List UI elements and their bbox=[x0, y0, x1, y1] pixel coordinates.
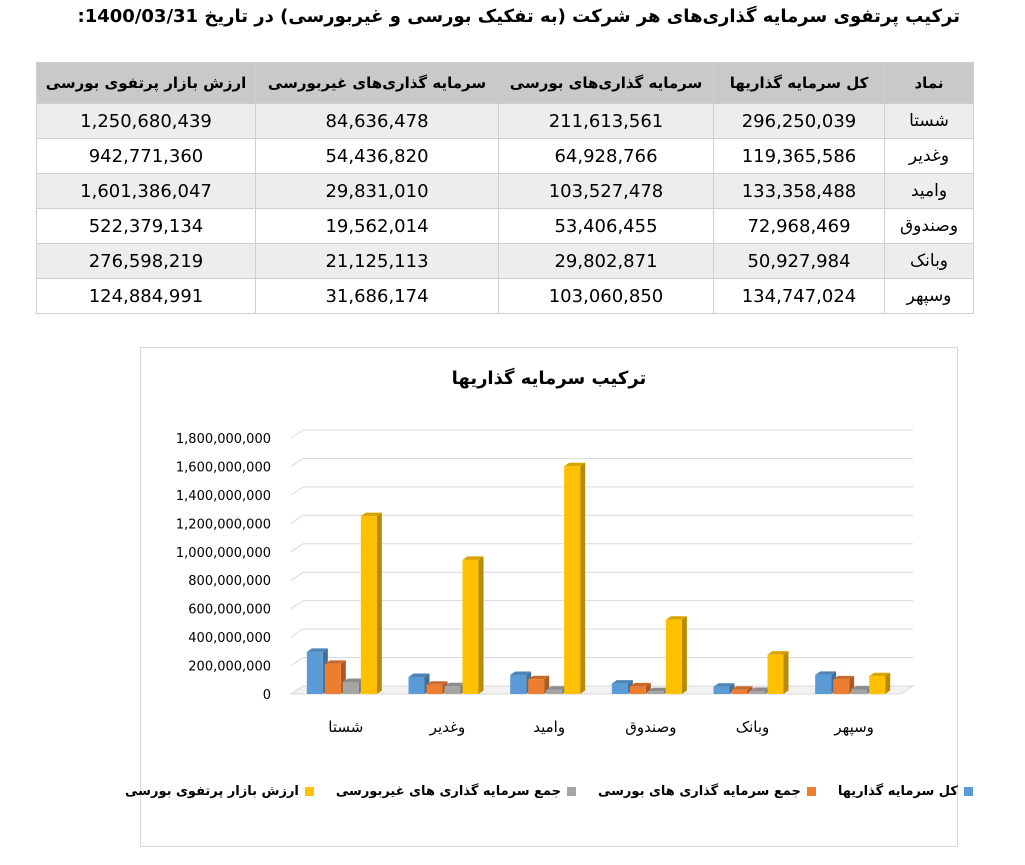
bar bbox=[612, 684, 628, 694]
legend-label: جمع سرمایه گذاری های بورسی bbox=[598, 784, 801, 799]
portfolio-table bbox=[36, 62, 974, 314]
y-tick-label: 200,000,000 bbox=[188, 659, 271, 675]
cell-value: 942,771,360 bbox=[37, 139, 256, 174]
table-row bbox=[37, 209, 974, 244]
bar-side bbox=[580, 463, 585, 694]
cell-value: 72,968,469 bbox=[714, 209, 885, 244]
bar bbox=[732, 690, 748, 694]
bar bbox=[851, 689, 867, 694]
header-listed-investments: سرمایه گذاری‌های بورسی bbox=[499, 63, 714, 104]
bar-side bbox=[784, 651, 789, 694]
table-row bbox=[37, 244, 974, 279]
bar-chart bbox=[141, 348, 957, 846]
cell-value: 134,747,024 bbox=[714, 279, 885, 314]
table-row bbox=[37, 279, 974, 314]
legend-swatch bbox=[964, 787, 973, 796]
table-header-row bbox=[37, 63, 974, 104]
bar bbox=[648, 691, 664, 694]
gridline-depth bbox=[291, 658, 303, 666]
gridline-depth bbox=[291, 430, 303, 438]
bar bbox=[750, 691, 766, 694]
y-tick-label: 600,000,000 bbox=[188, 602, 271, 618]
x-tick-label: وامید bbox=[533, 718, 566, 736]
cell-symbol: وصندوق bbox=[885, 209, 974, 244]
y-tick-label: 1,400,000,000 bbox=[175, 488, 271, 504]
bar bbox=[833, 679, 849, 694]
legend-swatch bbox=[567, 787, 576, 796]
bar bbox=[714, 687, 730, 694]
y-tick-label: 800,000,000 bbox=[188, 574, 271, 590]
legend-label: ارزش بازار پرتفوی بورسی bbox=[125, 784, 299, 799]
cell-value: 1,601,386,047 bbox=[37, 174, 256, 209]
page-title: ترکیب پرتفوی سرمایه گذاری‌های هر شرکت (به تفکیک بورسی و غیربورسی) در تاریخ 1400/03/31: bbox=[77, 6, 960, 27]
bar bbox=[361, 516, 377, 694]
legend-item bbox=[598, 784, 816, 799]
cell-value: 1,250,680,439 bbox=[37, 104, 256, 139]
bar-side bbox=[682, 616, 687, 694]
gridline-depth bbox=[291, 544, 303, 552]
header-unlisted-investments: سرمایه گذاری‌های غیربورسی bbox=[256, 63, 499, 104]
bar bbox=[666, 620, 682, 694]
x-tick-label: وسپهر bbox=[834, 718, 874, 736]
cell-value: 29,802,871 bbox=[499, 244, 714, 279]
legend-item bbox=[336, 784, 576, 799]
cell-value: 124,884,991 bbox=[37, 279, 256, 314]
cell-value: 64,928,766 bbox=[499, 139, 714, 174]
cell-value: 522,379,134 bbox=[37, 209, 256, 244]
chart-container bbox=[125, 347, 958, 847]
x-tick-label: وبانک bbox=[735, 718, 770, 736]
cell-value: 276,598,219 bbox=[37, 244, 256, 279]
bar-side bbox=[479, 556, 484, 694]
y-tick-label: 400,000,000 bbox=[188, 631, 271, 647]
cell-value: 53,406,455 bbox=[499, 209, 714, 244]
gridline-depth bbox=[291, 601, 303, 609]
gridline-depth bbox=[291, 487, 303, 495]
header-market-value: ارزش بازار پرتفوی بورسی bbox=[37, 63, 256, 104]
y-tick-label: 1,600,000,000 bbox=[175, 460, 271, 476]
bar bbox=[427, 685, 443, 694]
cell-value: 211,613,561 bbox=[499, 104, 714, 139]
bar bbox=[409, 677, 425, 694]
bar bbox=[510, 675, 526, 694]
gridline-depth bbox=[291, 629, 303, 637]
cell-value: 29,831,010 bbox=[256, 174, 499, 209]
table-row bbox=[37, 104, 974, 139]
gridline-depth bbox=[291, 572, 303, 580]
bar bbox=[768, 655, 784, 694]
y-tick-label: 1,000,000,000 bbox=[175, 545, 271, 561]
gridline-depth bbox=[291, 458, 303, 466]
bar bbox=[307, 652, 323, 694]
x-tick-label: شستا bbox=[328, 718, 364, 736]
table-row bbox=[37, 174, 974, 209]
bar bbox=[546, 690, 562, 694]
cell-value: 296,250,039 bbox=[714, 104, 885, 139]
bar bbox=[343, 682, 359, 694]
bar bbox=[815, 675, 831, 694]
bar bbox=[445, 686, 461, 694]
cell-value: 119,365,586 bbox=[714, 139, 885, 174]
cell-value: 103,527,478 bbox=[499, 174, 714, 209]
table-row bbox=[37, 139, 974, 174]
y-tick-label: 1,800,000,000 bbox=[175, 432, 271, 447]
legend-item bbox=[838, 784, 973, 799]
x-tick-label: وصندوق bbox=[625, 718, 677, 736]
chart-legend bbox=[125, 784, 958, 799]
cell-value: 19,562,014 bbox=[256, 209, 499, 244]
cell-value: 133,358,488 bbox=[714, 174, 885, 209]
bar bbox=[325, 664, 341, 694]
cell-symbol: وسپهر bbox=[885, 279, 974, 314]
cell-symbol: وبانک bbox=[885, 244, 974, 279]
bar bbox=[528, 679, 544, 694]
legend-label: کل سرمایه گذاریها bbox=[837, 784, 958, 799]
header-total-investments: کل سرمایه گذاریها bbox=[714, 63, 885, 104]
header-symbol: نماد bbox=[885, 63, 974, 104]
legend-swatch bbox=[807, 787, 816, 796]
cell-value: 50,927,984 bbox=[714, 244, 885, 279]
cell-value: 31,686,174 bbox=[256, 279, 499, 314]
bar bbox=[463, 560, 479, 694]
y-tick-label: 0 bbox=[262, 688, 271, 703]
y-tick-label: 1,200,000,000 bbox=[175, 517, 271, 533]
cell-symbol: وغدیر bbox=[885, 139, 974, 174]
chart-title: ترکیب سرمایه گذاریها bbox=[451, 368, 647, 389]
bar-side bbox=[377, 513, 382, 694]
cell-value: 84,636,478 bbox=[256, 104, 499, 139]
legend-label: جمع سرمایه گذاری های غیربورسی bbox=[335, 784, 561, 799]
cell-value: 103,060,850 bbox=[499, 279, 714, 314]
bar bbox=[564, 466, 580, 694]
cell-symbol: وامید bbox=[885, 174, 974, 209]
cell-value: 21,125,113 bbox=[256, 244, 499, 279]
x-tick-label: وغدیر bbox=[429, 718, 466, 736]
bar-side bbox=[885, 673, 890, 694]
cell-value: 54,436,820 bbox=[256, 139, 499, 174]
cell-symbol: شستا bbox=[885, 104, 974, 139]
bar bbox=[869, 676, 885, 694]
gridline-depth bbox=[291, 515, 303, 523]
bar bbox=[630, 686, 646, 694]
legend-item bbox=[125, 784, 314, 799]
legend-swatch bbox=[305, 787, 314, 796]
